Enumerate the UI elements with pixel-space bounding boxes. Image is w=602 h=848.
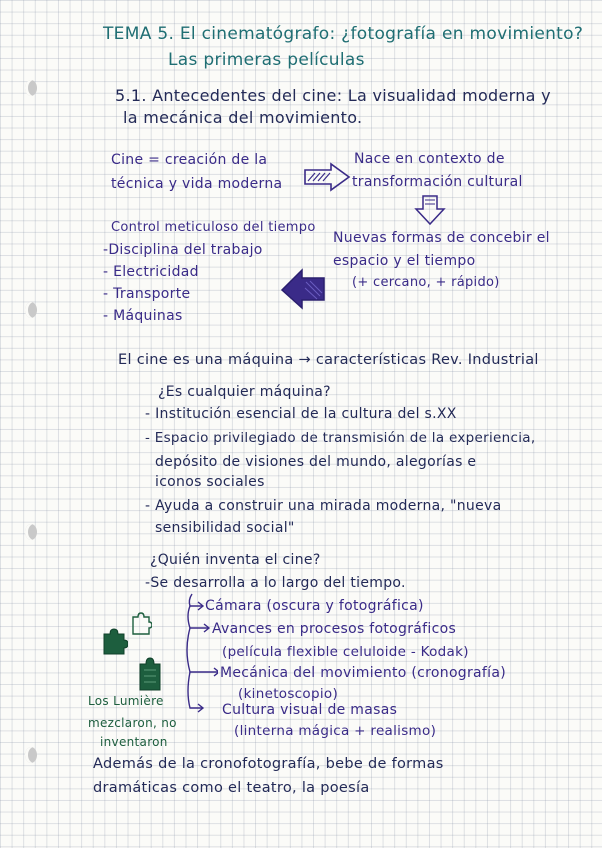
binder-hole-1 xyxy=(25,80,37,96)
inventor-question: ¿Quién inventa el cine? xyxy=(150,552,321,568)
binder-hole-3 xyxy=(25,524,37,540)
machine-heading: El cine es una máquina → características Rev. Industrial xyxy=(118,352,539,368)
branch-visual: Cultura visual de masas xyxy=(222,702,398,718)
down-arrow-icon xyxy=(414,194,446,226)
branch-photo: Avances en procesos fotográficos xyxy=(212,621,457,637)
branch-movement-detail: (kinetoscopio) xyxy=(238,686,339,702)
control-item-4: - Máquinas xyxy=(103,308,183,324)
machine-point-5: - Ayuda a construir una mirada moderna, "nueva xyxy=(145,498,502,514)
puzzle-piece-outline-icon xyxy=(130,612,152,636)
nace-line-1: Nace en contexto de xyxy=(354,151,505,167)
section-line-2: la mecánica del movimiento. xyxy=(123,108,363,127)
closing-line-2: dramáticas como el teatro, la poesía xyxy=(93,780,370,796)
machine-point-2: - Espacio privilegiado de transmisión de la experiencia, xyxy=(145,430,536,446)
right-arrow-icon xyxy=(303,162,351,192)
branch-camera: Cámara (oscura y fotográfica) xyxy=(205,598,424,614)
nuevas-line-3: (+ cercano, + rápido) xyxy=(352,275,500,290)
machine-point-3: depósito de visiones del mundo, alegorías e xyxy=(155,454,477,470)
nace-line-2: transformación cultural xyxy=(352,174,523,190)
cine-line-1: Cine = creación de la xyxy=(111,152,268,168)
inventor-answer: -Se desarrolla a lo largo del tiempo. xyxy=(145,575,406,591)
machine-point-6: sensibilidad social" xyxy=(155,520,295,536)
control-item-1: -Disciplina del trabajo xyxy=(103,242,263,258)
cine-line-2: técnica y vida moderna xyxy=(111,176,283,192)
branch-movement: Mecánica del movimiento (cronografía) xyxy=(220,665,506,681)
puzzle-piece-large-icon xyxy=(136,656,164,692)
machine-point-1: - Institución esencial de la cultura del s.XX xyxy=(145,406,457,422)
machine-point-4: iconos sociales xyxy=(155,474,265,490)
nuevas-line-1: Nuevas formas de concebir el xyxy=(333,230,550,246)
puzzle-piece-filled-icon xyxy=(100,628,128,656)
closing-line-1: Además de la cronofotografía, bebe de formas xyxy=(93,756,444,772)
side-note-line-1: Los Lumière xyxy=(88,694,164,708)
side-note-line-2: mezclaron, no xyxy=(88,716,177,730)
section-line-1: 5.1. Antecedentes del cine: La visualidad moderna y xyxy=(115,86,551,105)
control-item-2: - Electricidad xyxy=(103,264,199,280)
control-title: Control meticuloso del tiempo xyxy=(111,220,316,235)
branch-photo-detail: (película flexible celuloide - Kodak) xyxy=(222,644,469,660)
branch-visual-detail: (linterna mágica + realismo) xyxy=(234,723,437,739)
title-line-1: TEMA 5. El cinematógrafo: ¿fotografía en movimiento? xyxy=(103,24,584,44)
left-arrow-icon xyxy=(280,268,326,310)
binder-hole-2 xyxy=(25,302,37,318)
control-item-3: - Transporte xyxy=(103,286,191,302)
side-note-line-3: inventaron xyxy=(100,735,168,749)
nuevas-line-2: espacio y el tiempo xyxy=(333,253,476,269)
machine-question: ¿Es cualquier máquina? xyxy=(158,384,331,400)
binder-hole-4 xyxy=(25,747,37,763)
title-line-2: Las primeras películas xyxy=(168,50,365,70)
